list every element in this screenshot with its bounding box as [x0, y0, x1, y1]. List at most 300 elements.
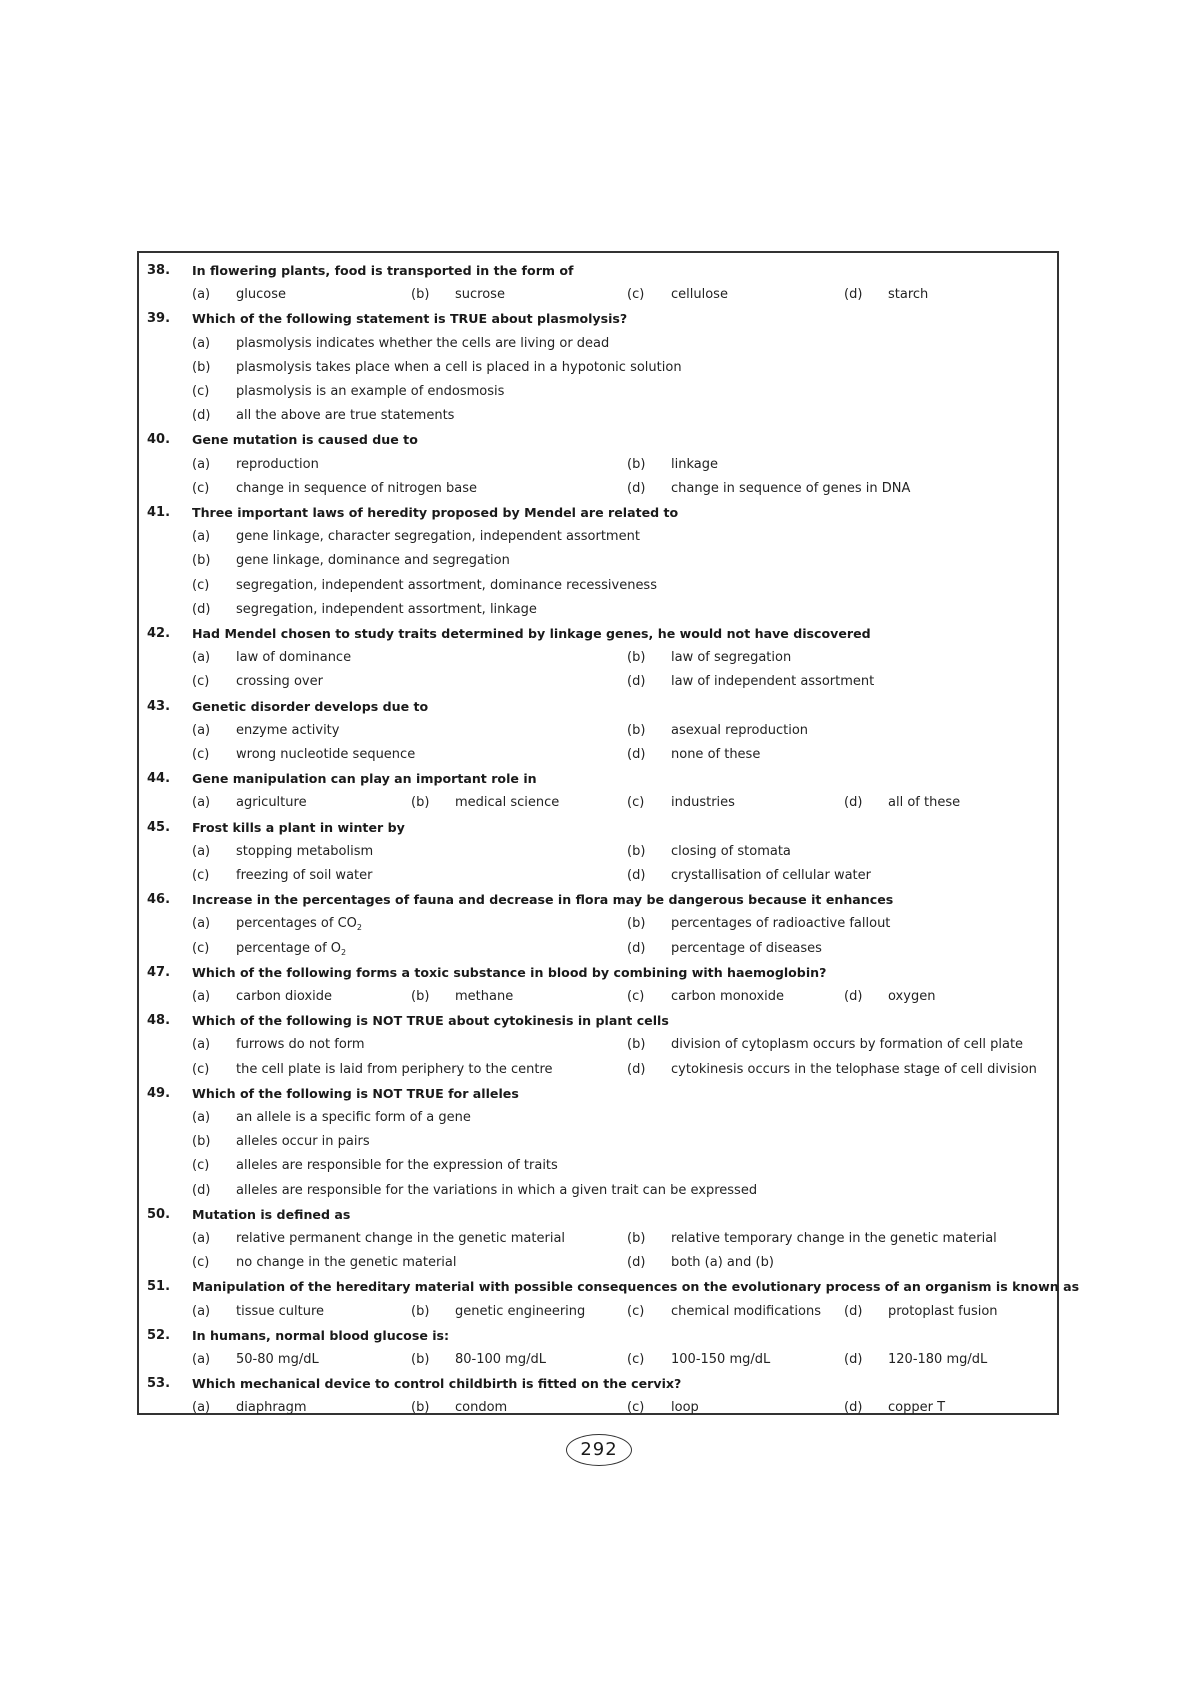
option-text — [671, 1348, 770, 1372]
option-label-text: (d) — [844, 1352, 863, 1367]
option-text-text: condom — [455, 1400, 508, 1416]
option-text-text: law of independent assortment — [671, 674, 875, 690]
option-text — [671, 1058, 1037, 1082]
question-row — [139, 1082, 1057, 1106]
option-label — [411, 1300, 429, 1324]
option-label — [844, 1396, 862, 1420]
option-label — [192, 791, 210, 815]
option-text — [455, 1396, 507, 1420]
option-text — [455, 985, 513, 1009]
question-row — [139, 816, 1057, 840]
option-label-text: (b) — [192, 553, 211, 569]
option-text — [236, 404, 454, 428]
option-text-text: gene linkage, dominance and segregation — [236, 553, 510, 569]
option-text — [236, 646, 351, 670]
option-label — [627, 743, 645, 767]
option-text-text: law of dominance — [236, 650, 352, 666]
option-text — [671, 670, 874, 694]
option-label — [192, 646, 210, 670]
option-label — [627, 283, 644, 307]
option-text — [236, 477, 477, 501]
question-number-text: 52. — [147, 1327, 171, 1343]
option-text-text: all the above are true statements — [236, 408, 455, 424]
question-row — [139, 380, 1057, 404]
question-row — [139, 985, 1057, 1009]
option-text-text: copper T — [888, 1400, 946, 1416]
question-number-text: 46. — [147, 892, 171, 908]
question-number-text: 42. — [147, 626, 171, 641]
option-label — [844, 985, 862, 1009]
option-text — [236, 283, 286, 307]
option-label — [192, 985, 210, 1009]
question-number-text: 38. — [147, 263, 171, 278]
question-text — [192, 816, 405, 840]
option-label — [411, 1396, 429, 1420]
question-row — [139, 1033, 1057, 1057]
option-label — [844, 1300, 862, 1324]
option-label-text: (b) — [627, 456, 646, 472]
option-label-text: (b) — [411, 989, 430, 1004]
option-label — [627, 1058, 645, 1082]
option-text — [236, 453, 319, 477]
option-text — [236, 1154, 558, 1178]
option-label-text: (c) — [192, 868, 210, 883]
option-text-text: agriculture — [236, 795, 307, 811]
option-label — [192, 332, 210, 356]
question-row — [139, 646, 1057, 670]
option-text-text: carbon dioxide — [236, 989, 333, 1004]
question-row — [139, 1203, 1057, 1227]
option-label-text: (a) — [192, 916, 211, 932]
question-number-text: 47. — [147, 964, 171, 980]
option-text-text: no change in the genetic material — [236, 1255, 457, 1271]
option-label — [192, 719, 210, 743]
option-label-text: (d) — [192, 601, 211, 617]
option-label-text: (b) — [192, 1134, 211, 1150]
question-row — [139, 1300, 1057, 1324]
option-text — [236, 1130, 370, 1154]
option-label-text: (a) — [192, 843, 211, 859]
option-label — [411, 985, 429, 1009]
question-text — [192, 1082, 519, 1106]
option-text-text: both (a) and (b) — [671, 1255, 774, 1271]
option-label-text: (c) — [192, 1158, 210, 1174]
subscript: 2 — [356, 923, 362, 933]
option-text — [671, 864, 871, 888]
question-number-text: 44. — [147, 771, 171, 787]
option-text-text: law of segregation — [671, 650, 792, 666]
option-label-text: (a) — [192, 1037, 211, 1053]
option-label — [627, 864, 645, 888]
question-number — [147, 888, 170, 912]
option-text-text: wrong nucleotide sequence — [236, 747, 416, 762]
option-label — [192, 549, 210, 573]
option-label-text: (a) — [192, 529, 211, 545]
option-label — [627, 937, 645, 961]
option-text — [671, 791, 735, 815]
question-row — [139, 743, 1057, 767]
option-label-text: (b) — [411, 1400, 430, 1416]
option-text-text: freezing of soil water — [236, 868, 373, 883]
option-text-text: oxygen — [888, 989, 936, 1004]
option-text-text: sucrose — [455, 287, 505, 303]
option-label — [192, 1033, 210, 1057]
option-label-text: (c) — [627, 287, 645, 303]
option-label-text: (c) — [627, 1352, 645, 1367]
question-text — [192, 1203, 350, 1227]
option-text-text: carbon monoxide — [671, 989, 785, 1004]
question-number — [147, 1324, 170, 1348]
option-label-text: (a) — [192, 1231, 211, 1246]
option-text-text: tissue culture — [236, 1303, 325, 1319]
option-label — [192, 404, 210, 428]
option-label — [192, 356, 210, 380]
page-number: 292 — [566, 1434, 632, 1466]
option-text-text: alleles occur in pairs — [236, 1134, 370, 1150]
option-text — [888, 1348, 987, 1372]
option-label-text: (d) — [627, 480, 646, 496]
option-label-text: (c) — [192, 674, 210, 690]
question-row — [139, 307, 1057, 331]
question-row — [139, 888, 1057, 912]
option-text — [671, 283, 728, 307]
option-text-text: percentage of diseases — [671, 940, 822, 956]
option-text-text: protoplast fusion — [888, 1303, 998, 1319]
option-label — [192, 453, 210, 477]
option-label — [627, 1348, 644, 1372]
option-text — [671, 1033, 1023, 1057]
option-label — [844, 283, 862, 307]
option-label — [192, 1106, 210, 1130]
option-text-text: change in sequence of nitrogen base — [236, 480, 477, 496]
option-text-text: alleles are responsible for the variations in which a given trait can be expressed — [236, 1182, 758, 1198]
question-number — [147, 767, 170, 791]
option-label — [411, 283, 429, 307]
option-text-text: change in sequence of genes in DNA — [671, 480, 911, 496]
question-number — [147, 1082, 170, 1106]
question-text-text: Manipulation of the hereditary material with possible consequences on the evolutionary process of an organism is known as — [192, 1279, 1080, 1295]
option-text — [236, 332, 609, 356]
question-row — [139, 1227, 1057, 1251]
option-text — [888, 1300, 998, 1324]
question-text — [192, 259, 574, 283]
option-label-text: (c) — [192, 384, 210, 399]
option-text — [236, 1300, 324, 1324]
question-text — [192, 1372, 681, 1396]
option-text — [236, 840, 373, 864]
option-label-text: (b) — [411, 795, 430, 811]
question-row — [139, 719, 1057, 743]
option-label-text: (c) — [192, 480, 210, 496]
option-label-text: (a) — [192, 456, 211, 472]
question-text-text: Which of the following statement is TRUE about plasmolysis? — [192, 311, 628, 327]
option-label — [192, 937, 209, 961]
question-number — [147, 1372, 170, 1396]
option-label — [627, 985, 644, 1009]
option-label-text: (b) — [627, 916, 646, 932]
question-number-text: 50. — [147, 1206, 171, 1222]
option-text-text: stopping metabolism — [236, 843, 374, 859]
option-label — [192, 1348, 210, 1372]
option-text — [236, 719, 339, 743]
question-number — [147, 1275, 170, 1299]
option-text — [236, 791, 307, 815]
option-label-text: (d) — [844, 1400, 863, 1416]
option-text-text: gene linkage, character segregation, independent assortment — [236, 529, 640, 545]
option-text-text: division of cytoplasm occurs by formation of cell plate — [671, 1037, 1024, 1053]
question-row — [139, 598, 1057, 622]
option-text — [236, 356, 682, 380]
question-row — [139, 501, 1057, 525]
option-label-text: (d) — [627, 940, 646, 956]
question-row — [139, 356, 1057, 380]
option-label-text: (a) — [192, 1110, 211, 1125]
option-text-text: enzyme activity — [236, 722, 340, 738]
question-text — [192, 1275, 1079, 1299]
option-text-text: alleles are responsible for the expression of traits — [236, 1158, 558, 1174]
question-text-text: Which of the following forms a toxic substance in blood by combining with haemoglobin? — [192, 964, 827, 980]
subscript: 2 — [341, 947, 347, 957]
option-text — [671, 937, 822, 961]
question-text — [192, 767, 537, 791]
option-label-text: (a) — [192, 722, 211, 738]
option-text-text: loop — [671, 1400, 699, 1416]
question-number — [147, 428, 170, 452]
option-text — [236, 670, 323, 694]
question-text-text: Which of the following is NOT TRUE about cytokinesis in plant cells — [192, 1013, 669, 1029]
question-row — [139, 1058, 1057, 1082]
option-label — [844, 791, 862, 815]
question-row — [139, 622, 1057, 646]
option-text-text: glucose — [236, 287, 286, 303]
question-row — [139, 453, 1057, 477]
question-number — [147, 259, 170, 283]
option-label-text: (c) — [627, 1400, 645, 1416]
option-label-text: (b) — [627, 1231, 646, 1246]
option-label-text: (b) — [627, 722, 646, 738]
question-row — [139, 840, 1057, 864]
option-label-text: (d) — [627, 1061, 646, 1077]
question-row — [139, 961, 1057, 985]
question-text-text: Three important laws of heredity proposed by Mendel are related to — [192, 505, 679, 520]
option-label-text: (b) — [411, 287, 430, 303]
option-text-text: plasmolysis takes place when a cell is placed in a hypotonic solution — [236, 359, 682, 375]
option-label-text: (c) — [192, 1061, 210, 1077]
option-label-text: (d) — [192, 408, 211, 424]
option-text — [236, 985, 332, 1009]
question-number-text: 45. — [147, 819, 171, 835]
question-text — [192, 1009, 669, 1033]
option-text-text: crystallisation of cellular water — [671, 868, 871, 883]
option-label — [192, 1251, 209, 1275]
option-text-text: an allele is a specific form of a gene — [236, 1110, 471, 1125]
option-label-text: (a) — [192, 287, 211, 303]
option-label-text: (d) — [627, 868, 646, 883]
question-row — [139, 1396, 1057, 1420]
option-text — [671, 453, 718, 477]
option-text-text: plasmolysis indicates whether the cells are living or dead — [236, 335, 610, 351]
question-row — [139, 1179, 1057, 1203]
question-number-text: 40. — [147, 432, 171, 448]
option-text — [236, 574, 657, 598]
option-label-text: (b) — [411, 1303, 430, 1319]
question-row — [139, 1009, 1057, 1033]
option-text — [455, 1300, 585, 1324]
option-label — [192, 283, 210, 307]
option-text-text: relative temporary change in the genetic material — [671, 1231, 997, 1246]
option-label — [192, 380, 209, 404]
option-text-text: percentages of CO — [236, 916, 357, 932]
question-text — [192, 695, 428, 719]
option-label — [192, 864, 209, 888]
option-label-text: (a) — [192, 335, 211, 351]
option-text — [888, 1396, 945, 1420]
option-text-text: 120-180 mg/dL — [888, 1352, 988, 1367]
option-label — [627, 1033, 645, 1057]
option-text-text: starch — [888, 287, 929, 303]
option-label — [192, 912, 210, 936]
option-text-text: reproduction — [236, 456, 319, 472]
question-row — [139, 525, 1057, 549]
question-row — [139, 1106, 1057, 1130]
question-row — [139, 864, 1057, 888]
option-label-text: (c) — [627, 989, 645, 1004]
option-text — [236, 549, 510, 573]
option-text-text: cellulose — [671, 287, 728, 303]
option-label — [192, 477, 209, 501]
question-row — [139, 283, 1057, 307]
option-text-text: percentages of radioactive fallout — [671, 916, 891, 932]
question-row — [139, 428, 1057, 452]
option-text — [671, 477, 910, 501]
question-row — [139, 259, 1057, 283]
option-label-text: (d) — [192, 1182, 211, 1198]
question-number — [147, 816, 170, 840]
question-box — [137, 251, 1080, 1416]
option-label — [192, 1300, 210, 1324]
option-text — [671, 1227, 997, 1251]
option-text — [455, 791, 559, 815]
option-text — [671, 1300, 821, 1324]
option-text — [236, 937, 346, 961]
option-label-text: (b) — [627, 1037, 646, 1053]
question-text-text: Had Mendel chosen to study traits determined by linkage genes, he would not have discovered — [192, 626, 871, 641]
option-text-text: segregation, independent assortment, dominance recessiveness — [236, 577, 657, 593]
option-label — [192, 1154, 209, 1178]
question-row — [139, 695, 1057, 719]
option-label-text: (d) — [844, 287, 863, 303]
option-text-text: diaphragm — [236, 1400, 307, 1416]
option-label — [192, 1396, 210, 1420]
option-text — [236, 864, 372, 888]
option-text — [236, 380, 504, 404]
option-label — [627, 719, 645, 743]
option-text — [455, 283, 505, 307]
option-text-text: 80-100 mg/dL — [455, 1352, 546, 1367]
question-text — [192, 307, 627, 331]
option-text — [671, 646, 791, 670]
option-text-text: industries — [671, 795, 735, 811]
question-text — [192, 428, 418, 452]
option-label — [411, 791, 429, 815]
option-text-text: segregation, independent assortment, linkage — [236, 601, 537, 617]
option-text — [455, 1348, 546, 1372]
option-label — [627, 1251, 645, 1275]
question-text — [192, 888, 893, 912]
option-text — [888, 791, 960, 815]
option-text-text: all of these — [888, 795, 961, 811]
option-text — [236, 598, 537, 622]
option-text — [671, 912, 890, 936]
option-label — [627, 670, 645, 694]
option-label-text: (a) — [192, 1352, 211, 1367]
option-label-text: (d) — [844, 795, 863, 811]
option-text-text: 100-150 mg/dL — [671, 1352, 771, 1367]
question-text — [192, 501, 678, 525]
question-number-text: 53. — [147, 1376, 171, 1392]
question-number-text: 43. — [147, 698, 171, 714]
question-text-text: Gene manipulation can play an important role in — [192, 771, 537, 787]
question-number — [147, 1009, 170, 1033]
option-label — [192, 1179, 210, 1203]
option-label-text: (a) — [192, 795, 211, 811]
question-text-text: Which mechanical device to control childbirth is fitted on the cervix? — [192, 1376, 682, 1392]
question-number-text: 41. — [147, 505, 171, 520]
option-label — [627, 453, 645, 477]
question-number-text: 49. — [147, 1085, 171, 1101]
option-text — [671, 840, 791, 864]
question-number — [147, 307, 170, 331]
option-label-text: (c) — [627, 795, 645, 811]
option-label — [192, 574, 209, 598]
question-row — [139, 937, 1057, 961]
option-label — [192, 670, 209, 694]
question-row — [139, 1275, 1080, 1299]
question-number-text: 48. — [147, 1013, 171, 1029]
question-row — [139, 1348, 1057, 1372]
question-text-text: Gene mutation is caused due to — [192, 432, 418, 448]
question-text-text: In humans, normal blood glucose is: — [192, 1327, 450, 1343]
option-label — [192, 525, 210, 549]
option-text — [671, 985, 784, 1009]
option-label-text: (a) — [192, 1303, 211, 1319]
option-text — [236, 912, 362, 936]
option-text — [236, 1348, 319, 1372]
option-label-text: (b) — [192, 359, 211, 375]
option-text-text: chemical modifications — [671, 1303, 821, 1319]
option-text — [888, 985, 935, 1009]
question-text-text: Increase in the percentages of fauna and decrease in flora may be dangerous because it enhances — [192, 892, 894, 908]
option-text-text: medical science — [455, 795, 560, 811]
option-text — [236, 1179, 757, 1203]
question-number — [147, 622, 170, 646]
question-row — [139, 549, 1057, 573]
question-text-text: Which of the following is NOT TRUE for alleles — [192, 1085, 519, 1101]
option-label-text: (d) — [844, 989, 863, 1004]
option-text — [236, 1251, 457, 1275]
question-text-text: Mutation is defined as — [192, 1206, 351, 1222]
option-text-text: crossing over — [236, 674, 323, 690]
question-number — [147, 695, 170, 719]
option-label — [627, 912, 645, 936]
option-text-text: methane — [455, 989, 514, 1004]
question-row — [139, 912, 1057, 936]
option-text — [671, 719, 808, 743]
option-label-text: (c) — [192, 577, 210, 593]
question-row — [139, 1324, 1057, 1348]
option-label-text: (c) — [627, 1303, 645, 1319]
question-text — [192, 622, 871, 646]
